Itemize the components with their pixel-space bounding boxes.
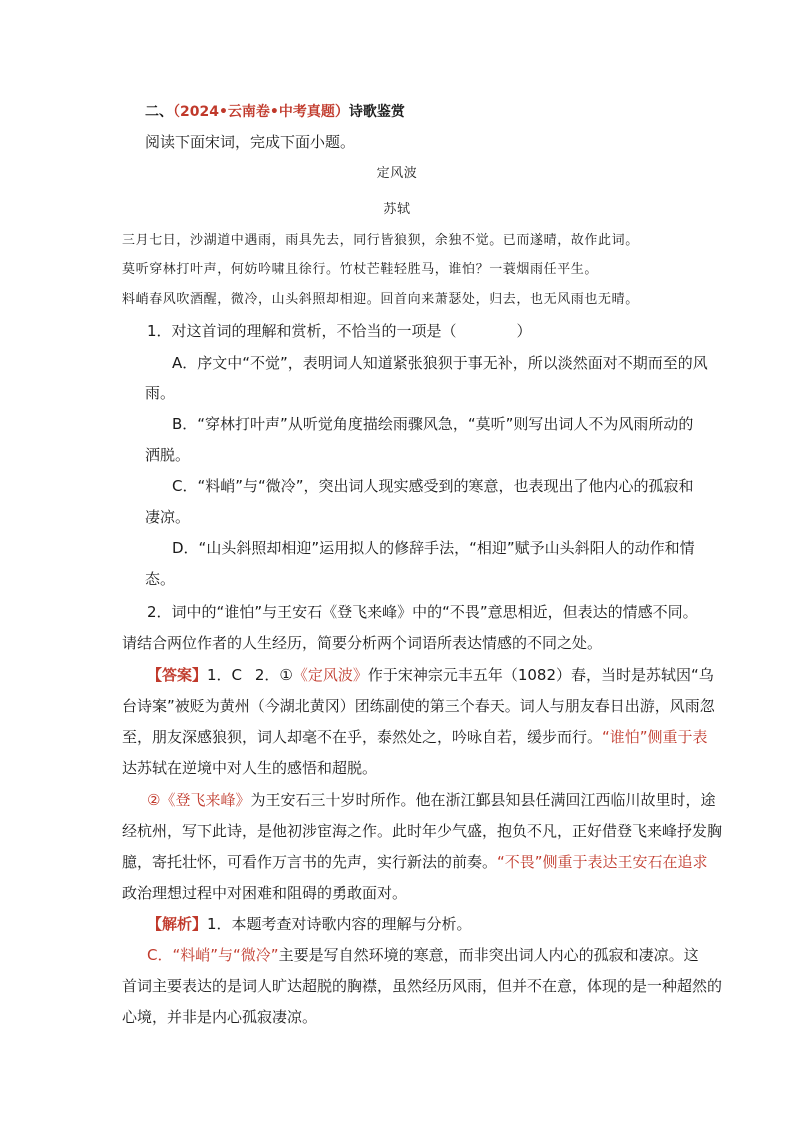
answer-line: 经杭州，写下此诗，是他初涉宦海之作。此时年少气盛，抱负不凡，正好借登飞来峰抒发胸 (122, 822, 723, 840)
option-a-cont: 雨。 (145, 384, 176, 402)
analysis-line: C．“料峭”与“微冷”主要是写自然环境的寒意，而非突出词人内心的孤寂和凄凉。这 (147, 946, 699, 964)
option-a: A．序文中“不觉”，表明词人知道紧张狼狈于事无补，所以淡然面对不期而至的风 (172, 354, 708, 372)
analysis-line: 【解析】1．本题考查对诗歌内容的理解与分析。 (147, 915, 472, 933)
answer-line: ②《登飞来峰》为王安石三十岁时所作。他在浙江鄞县知县任满回江西临川故里时，途 (147, 791, 716, 809)
poem-line: 料峭春风吹酒醒，微冷，山头斜照却相迎。回首向来萧瑟处，归去，也无风雨也无晴。 (122, 292, 639, 307)
answer-line: 【答案】1．C 2．①《定风波》作于宋神宗元丰五年（1082）春，当时是苏轼因“乌 (147, 666, 714, 684)
poem-preface: 三月七日，沙湖道中遇雨，雨具先去，同行皆狼狈，余独不觉。已而遂晴，故作此词。 (122, 233, 639, 248)
option-d-cont: 态。 (145, 570, 176, 588)
question-1-stem: 1．对这首词的理解和赏析，不恰当的一项是（ ） (147, 322, 532, 340)
answer-line: 达苏轼在逆境中对人生的感悟和超脱。 (122, 759, 378, 777)
section-topic: 诗歌鉴赏 (348, 104, 405, 120)
question-2-cont: 请结合两位作者的人生经历，简要分析两个词语所表达情感的不同之处。 (122, 634, 603, 652)
analysis-line: 心境，并非是内心孤寂凄凉。 (122, 1008, 318, 1026)
poem-ref: 《定风波》 (292, 666, 368, 684)
poem-line: 莫听穿林打叶声，何妨吟啸且徐行。竹杖芒鞋轻胜马，谁怕？一蓑烟雨任平生。 (122, 262, 599, 277)
section-source: （2024•云南卷•中考真题） (173, 104, 349, 120)
analysis-label: 【解析】 (147, 915, 208, 933)
answer-line: 至，朋友深感狼狈，词人却毫不在乎，泰然处之，吟咏自若，缓步而行。“谁怕”侧重于表 (122, 728, 708, 746)
answer-line: 台诗案”被贬为黄州（今湖北黄冈）团练副使的第三个春天。词人与朋友春日出游，风雨忽 (122, 697, 715, 715)
section-heading (145, 101, 405, 123)
option-d: D．“山头斜照却相迎”运用拟人的修辞手法，“相迎”赋予山头斜阳人的动作和情 (172, 539, 695, 557)
option-b: B．“穿林打叶声”从听觉角度描绘雨骤风急，“莫听”则写出词人不为风雨所动的 (172, 415, 694, 433)
question-2: 2．词中的“谁怕”与王安石《登飞来峰》中的“不畏”意思相近，但表达的情感不同。 (147, 603, 698, 621)
answer-line: 臆，寄托壮怀，可看作万言书的先声，实行新法的前奏。“不畏”侧重于表达王安石在追求 (122, 853, 708, 871)
analysis-line: 首词主要表达的是词人旷达超脱的胸襟，虽然经历风雨，但并不在意，体现的是一种超然的 (122, 977, 723, 995)
option-c-cont: 凄凉。 (145, 508, 191, 526)
poem-title: 定风波 (376, 166, 418, 181)
poem-ref: ②《登飞来峰》 (147, 791, 251, 809)
answer-label: 【答案】 (147, 666, 208, 684)
instruction: 阅读下面宋词，完成下面小题。 (145, 133, 356, 151)
option-b-cont: 洒脱。 (145, 446, 191, 464)
answer-line: 政治理想过程中对困难和阻碍的勇敢面对。 (122, 884, 408, 902)
answer-q1: 1．C (207, 666, 243, 684)
section-number: 二、 (145, 104, 173, 120)
poem-author: 苏轼 (383, 202, 411, 217)
option-c: C．“料峭”与“微冷”，突出词人现实感受到的寒意，也表现出了他内心的孤寂和 (172, 477, 694, 495)
